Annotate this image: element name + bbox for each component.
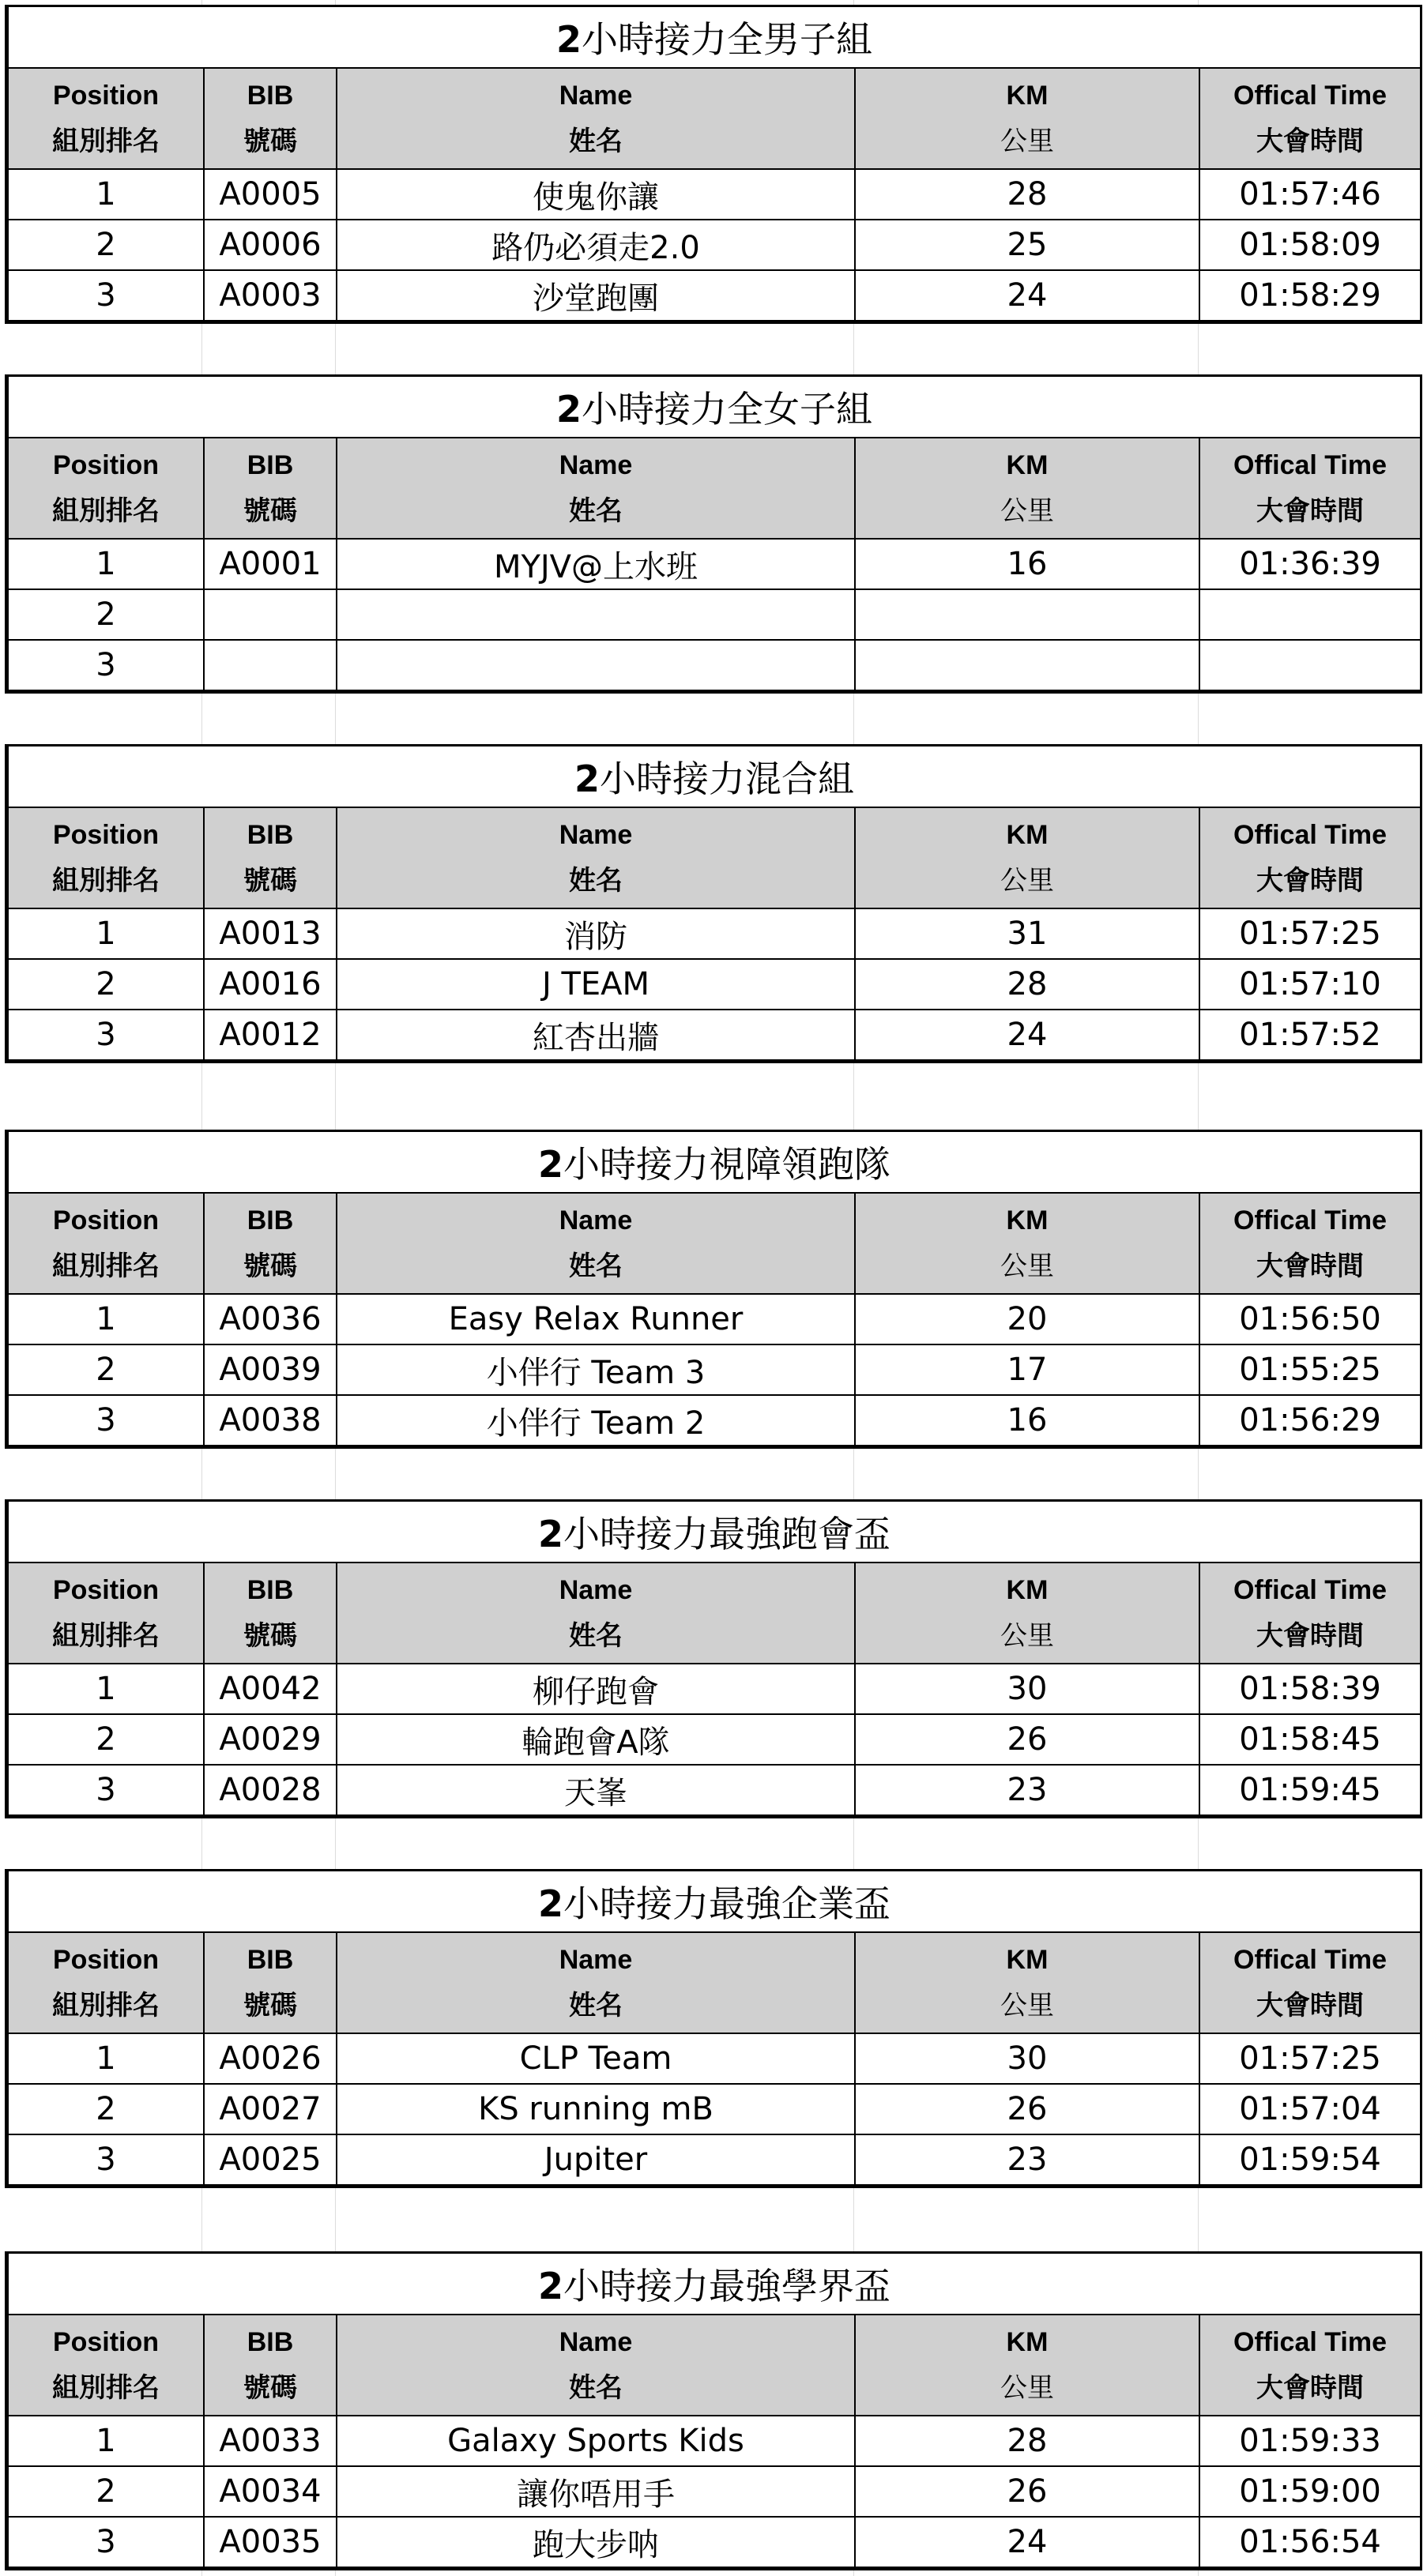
- cell-time: [1199, 589, 1421, 640]
- table-title: [8, 1502, 1421, 1563]
- table-row: [8, 270, 1421, 321]
- col-header-position: Position 組別排名: [8, 1563, 204, 1664]
- col-header-name: Name 姓名: [337, 807, 855, 908]
- cell-bib: A0029: [204, 1714, 337, 1765]
- title-rest: 小時接力最強跑會盃: [563, 1513, 891, 1555]
- cell-pos: 1: [8, 2033, 204, 2084]
- col-header-bib: BIB 號碼: [204, 1563, 337, 1664]
- cell-pos: 1: [8, 1664, 204, 1714]
- cell-time: 01:57:25: [1199, 908, 1421, 959]
- cell-pos: 2: [8, 2084, 204, 2134]
- col-header-time: Offical Time 大會時間: [1199, 2315, 1421, 2416]
- cell-km: 23: [855, 2134, 1199, 2185]
- title-rest: 小時接力全男子組: [582, 18, 873, 61]
- cell-name: 紅杏出牆: [337, 1010, 855, 1060]
- cell-km: 16: [855, 539, 1199, 589]
- col-header-name: Name 姓名: [337, 1932, 855, 2033]
- table-row: [8, 1765, 1421, 1815]
- cell-name: 沙堂跑團: [337, 270, 855, 321]
- cell-km: 24: [855, 270, 1199, 321]
- cell-km: 24: [855, 1010, 1199, 1060]
- cell-km: 16: [855, 1395, 1199, 1446]
- cell-km: 20: [855, 1294, 1199, 1344]
- results-table: [5, 1869, 1422, 2188]
- cell-time: 01:55:25: [1199, 1344, 1421, 1395]
- results-table: [5, 5, 1422, 324]
- col-header-position: Position 組別排名: [8, 1932, 204, 2033]
- cell-time: 01:56:50: [1199, 1294, 1421, 1344]
- cell-km: 28: [855, 959, 1199, 1010]
- cell-km: 26: [855, 1714, 1199, 1765]
- cell-name: 小伴行 Team 2: [337, 1395, 855, 1446]
- cell-km: 26: [855, 2466, 1199, 2517]
- table-title: [8, 1871, 1421, 1932]
- table-row: [8, 908, 1421, 959]
- cell-km: 23: [855, 1765, 1199, 1815]
- cell-pos: 1: [8, 169, 204, 220]
- table-row: [8, 2416, 1421, 2466]
- cell-name: [337, 589, 855, 640]
- col-header-position: Position 組別排名: [8, 807, 204, 908]
- table-row: [8, 2084, 1421, 2134]
- cell-pos: 3: [8, 2517, 204, 2567]
- title-lead: 2: [556, 388, 582, 431]
- cell-time: 01:58:29: [1199, 270, 1421, 321]
- table-row: [8, 959, 1421, 1010]
- cell-name: [337, 640, 855, 690]
- col-header-time: Offical Time 大會時間: [1199, 1932, 1421, 2033]
- col-header-bib: BIB 號碼: [204, 68, 337, 169]
- title-lead: 2: [538, 1513, 564, 1555]
- cell-name: J TEAM: [337, 959, 855, 1010]
- title-rest: 小時接力最強企業盃: [563, 1882, 891, 1925]
- title-lead: 2: [574, 758, 600, 800]
- col-header-name: Name 姓名: [337, 68, 855, 169]
- cell-pos: 1: [8, 2416, 204, 2466]
- table-row: [8, 2466, 1421, 2517]
- cell-bib: A0012: [204, 1010, 337, 1060]
- title-lead: 2: [538, 2265, 564, 2307]
- table-row: [8, 1344, 1421, 1395]
- results-table: [5, 1499, 1422, 1818]
- cell-bib: A0003: [204, 270, 337, 321]
- col-header-time: Offical Time 大會時間: [1199, 1563, 1421, 1664]
- table-row: [8, 169, 1421, 220]
- cell-pos: 2: [8, 589, 204, 640]
- cell-pos: 3: [8, 1765, 204, 1815]
- cell-time: 01:58:45: [1199, 1714, 1421, 1765]
- cell-km: [855, 640, 1199, 690]
- col-header-time: Offical Time 大會時間: [1199, 1193, 1421, 1294]
- cell-name: Easy Relax Runner: [337, 1294, 855, 1344]
- cell-pos: 3: [8, 1395, 204, 1446]
- cell-bib: A0035: [204, 2517, 337, 2567]
- cell-bib: A0036: [204, 1294, 337, 1344]
- title-rest: 小時接力全女子組: [582, 388, 873, 431]
- cell-pos: 1: [8, 539, 204, 589]
- cell-pos: 1: [8, 908, 204, 959]
- col-header-km: KM 公里: [855, 1193, 1199, 1294]
- col-header-km: KM 公里: [855, 438, 1199, 539]
- cell-bib: A0033: [204, 2416, 337, 2466]
- cell-name: 小伴行 Team 3: [337, 1344, 855, 1395]
- col-header-name: Name 姓名: [337, 2315, 855, 2416]
- col-header-position: Position 組別排名: [8, 438, 204, 539]
- results-table: [5, 2251, 1422, 2570]
- cell-pos: 2: [8, 959, 204, 1010]
- cell-name: 天峯: [337, 1765, 855, 1815]
- title-lead: 2: [556, 18, 582, 61]
- table-row: [8, 220, 1421, 270]
- col-header-position: Position 組別排名: [8, 68, 204, 169]
- cell-km: 31: [855, 908, 1199, 959]
- cell-time: 01:58:09: [1199, 220, 1421, 270]
- cell-name: 輪跑會A隊: [337, 1714, 855, 1765]
- cell-time: 01:57:25: [1199, 2033, 1421, 2084]
- cell-km: 24: [855, 2517, 1199, 2567]
- table-title: [8, 746, 1421, 807]
- cell-km: 28: [855, 169, 1199, 220]
- cell-time: 01:59:45: [1199, 1765, 1421, 1815]
- col-header-km: KM 公里: [855, 1932, 1199, 2033]
- results-table: [5, 374, 1422, 694]
- title-lead: 2: [538, 1143, 564, 1186]
- col-header-name: Name 姓名: [337, 438, 855, 539]
- col-header-position: Position 組別排名: [8, 2315, 204, 2416]
- table-row: [8, 1294, 1421, 1344]
- cell-time: 01:59:00: [1199, 2466, 1421, 2517]
- cell-name: CLP Team: [337, 2033, 855, 2084]
- cell-km: 17: [855, 1344, 1199, 1395]
- table-row: [8, 1664, 1421, 1714]
- cell-name: 跑大步呐: [337, 2517, 855, 2567]
- cell-pos: 2: [8, 2466, 204, 2517]
- cell-pos: 2: [8, 220, 204, 270]
- cell-pos: 2: [8, 1714, 204, 1765]
- table-title: [8, 2254, 1421, 2315]
- title-rest: 小時接力最強學界盃: [563, 2265, 891, 2307]
- table-row: [8, 2033, 1421, 2084]
- col-header-bib: BIB 號碼: [204, 807, 337, 908]
- cell-km: 30: [855, 2033, 1199, 2084]
- cell-pos: 3: [8, 270, 204, 321]
- cell-pos: 3: [8, 1010, 204, 1060]
- table-row: [8, 640, 1421, 690]
- title-lead: 2: [538, 1882, 564, 1925]
- cell-name: 消防: [337, 908, 855, 959]
- cell-bib: A0034: [204, 2466, 337, 2517]
- cell-bib: A0013: [204, 908, 337, 959]
- col-header-km: KM 公里: [855, 807, 1199, 908]
- cell-name: Galaxy Sports Kids: [337, 2416, 855, 2466]
- cell-bib: A0028: [204, 1765, 337, 1815]
- cell-pos: 3: [8, 2134, 204, 2185]
- col-header-bib: BIB 號碼: [204, 438, 337, 539]
- table-row: [8, 539, 1421, 589]
- cell-time: 01:56:29: [1199, 1395, 1421, 1446]
- cell-km: 30: [855, 1664, 1199, 1714]
- cell-pos: 3: [8, 640, 204, 690]
- cell-bib: [204, 640, 337, 690]
- cell-km: [855, 589, 1199, 640]
- col-header-km: KM 公里: [855, 2315, 1199, 2416]
- cell-bib: A0038: [204, 1395, 337, 1446]
- cell-bib: A0006: [204, 220, 337, 270]
- col-header-time: Offical Time 大會時間: [1199, 807, 1421, 908]
- cell-name: 路仍必須走2.0: [337, 220, 855, 270]
- cell-time: 01:57:04: [1199, 2084, 1421, 2134]
- cell-bib: A0039: [204, 1344, 337, 1395]
- cell-bib: A0025: [204, 2134, 337, 2185]
- cell-time: 01:57:46: [1199, 169, 1421, 220]
- cell-bib: A0027: [204, 2084, 337, 2134]
- table-row: [8, 1010, 1421, 1060]
- cell-time: 01:36:39: [1199, 539, 1421, 589]
- table-row: [8, 1395, 1421, 1446]
- table-row: [8, 2517, 1421, 2567]
- col-header-km: KM 公里: [855, 1563, 1199, 1664]
- col-header-name: Name 姓名: [337, 1193, 855, 1294]
- cell-bib: A0016: [204, 959, 337, 1010]
- cell-km: 25: [855, 220, 1199, 270]
- table-title: [8, 7, 1421, 68]
- cell-time: [1199, 640, 1421, 690]
- col-header-time: Offical Time 大會時間: [1199, 68, 1421, 169]
- cell-name: Jupiter: [337, 2134, 855, 2185]
- cell-bib: A0026: [204, 2033, 337, 2084]
- results-table: [5, 744, 1422, 1063]
- cell-bib: A0001: [204, 539, 337, 589]
- table-title: [8, 377, 1421, 438]
- col-header-km: KM 公里: [855, 68, 1199, 169]
- cell-name: 柳仔跑會: [337, 1664, 855, 1714]
- cell-time: 01:59:54: [1199, 2134, 1421, 2185]
- col-header-position: Position 組別排名: [8, 1193, 204, 1294]
- cell-bib: [204, 589, 337, 640]
- cell-name: KS running mB: [337, 2084, 855, 2134]
- table-row: [8, 1714, 1421, 1765]
- col-header-time: Offical Time 大會時間: [1199, 438, 1421, 539]
- cell-time: 01:57:52: [1199, 1010, 1421, 1060]
- cell-bib: A0005: [204, 169, 337, 220]
- col-header-name: Name 姓名: [337, 1563, 855, 1664]
- cell-pos: 1: [8, 1294, 204, 1344]
- cell-name: 使鬼你讓: [337, 169, 855, 220]
- table-row: [8, 2134, 1421, 2185]
- col-header-bib: BIB 號碼: [204, 1193, 337, 1294]
- title-rest: 小時接力視障領跑隊: [563, 1143, 891, 1186]
- cell-time: 01:58:39: [1199, 1664, 1421, 1714]
- cell-pos: 2: [8, 1344, 204, 1395]
- table-row: [8, 589, 1421, 640]
- cell-km: 26: [855, 2084, 1199, 2134]
- cell-bib: A0042: [204, 1664, 337, 1714]
- col-header-bib: BIB 號碼: [204, 1932, 337, 2033]
- col-header-bib: BIB 號碼: [204, 2315, 337, 2416]
- cell-time: 01:56:54: [1199, 2517, 1421, 2567]
- cell-km: 28: [855, 2416, 1199, 2466]
- results-table: [5, 1130, 1422, 1449]
- cell-name: 讓你唔用手: [337, 2466, 855, 2517]
- table-title: [8, 1132, 1421, 1193]
- cell-time: 01:57:10: [1199, 959, 1421, 1010]
- title-rest: 小時接力混合組: [600, 758, 854, 800]
- cell-time: 01:59:33: [1199, 2416, 1421, 2466]
- cell-name: MYJV@上水班: [337, 539, 855, 589]
